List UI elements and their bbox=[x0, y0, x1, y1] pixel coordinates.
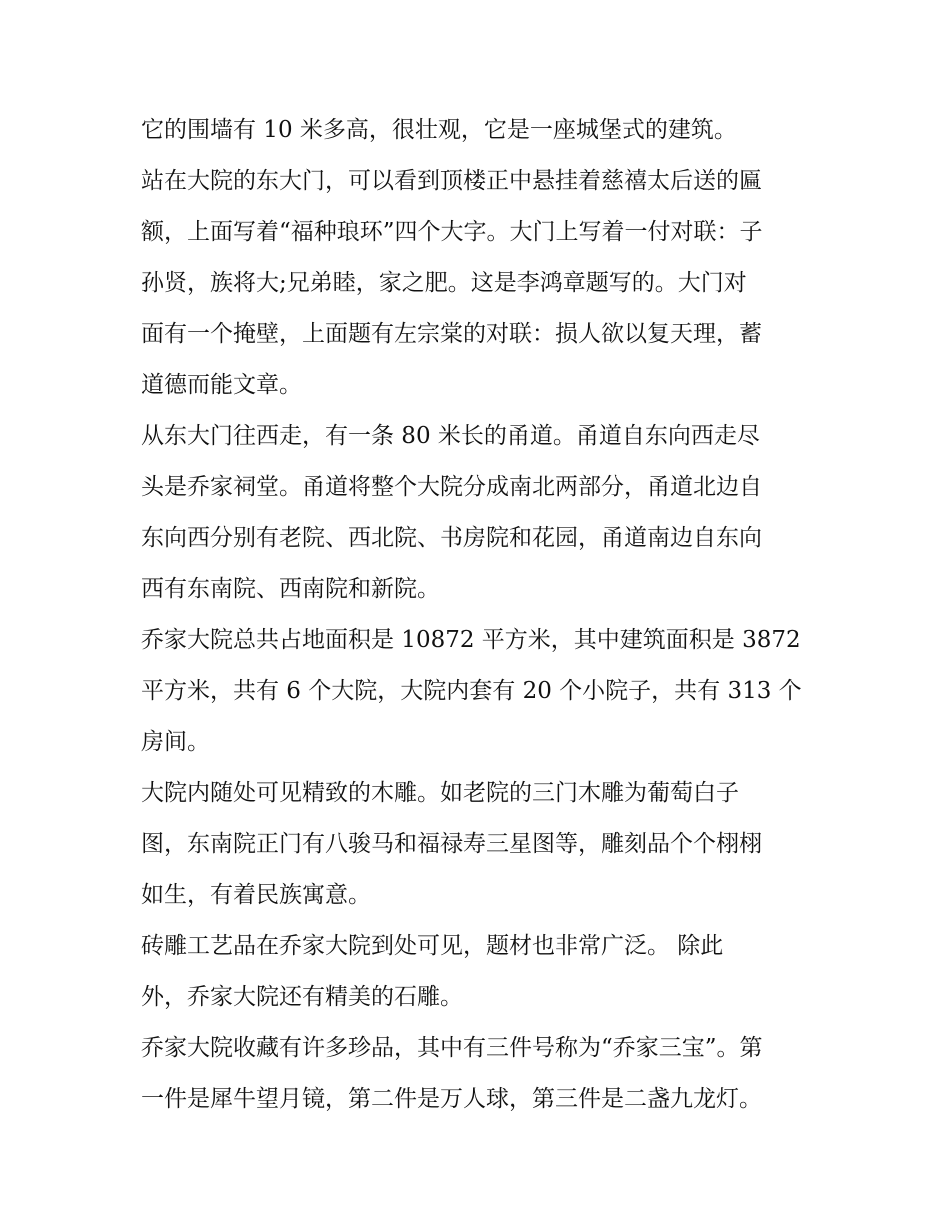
text-line: 站在大院的东大门，可以看到顶楼正中悬挂着慈禧太后送的匾 bbox=[141, 168, 762, 194]
paragraph-4 bbox=[141, 618, 813, 771]
text-line: 平方米，共有 6 个大院，大院内套有 20 个小院子，共有 313 个 bbox=[141, 678, 802, 704]
paragraph-6 bbox=[141, 924, 813, 1026]
text-line: 乔家大院总共占地面积是 10872 平方米，其中建筑面积是 3872 bbox=[141, 627, 801, 653]
text-line: 大院内随处可见精致的木雕。如老院的三门木雕为葡萄白子 bbox=[141, 780, 739, 806]
text-line: 道德而能文章。 bbox=[141, 372, 302, 398]
paragraph-5 bbox=[141, 771, 813, 924]
paragraph-1 bbox=[141, 108, 813, 159]
text-line: 图，东南院正门有八骏马和福禄寿三星图等，雕刻品个个栩栩 bbox=[141, 831, 762, 857]
text-line: 一件是犀牛望月镜，第二件是万人球，第三件是二盏九龙灯。 bbox=[141, 1086, 762, 1112]
text-line: 它的围墙有 10 米多高，很壮观，它是一座城堡式的建筑。 bbox=[141, 117, 737, 143]
paragraph-2 bbox=[141, 159, 813, 414]
text-line: 房间。 bbox=[141, 729, 210, 755]
document-body bbox=[141, 108, 813, 1128]
text-line: 东向西分别有老院、西北院、书房院和花园，甬道南边自东向 bbox=[141, 525, 762, 551]
text-line: 西有东南院、西南院和新院。 bbox=[141, 576, 440, 602]
text-line: 从东大门往西走，有一条 80 米长的甬道。甬道自东向西走尽 bbox=[141, 423, 760, 449]
text-line: 孙贤，族将大;兄弟睦，家之肥。这是李鸿章题写的。大门对 bbox=[141, 270, 747, 296]
text-line: 额，上面写着“福种琅环”四个大字。大门上写着一付对联：子 bbox=[141, 219, 763, 245]
paragraph-7 bbox=[141, 1026, 813, 1128]
text-line: 乔家大院收藏有许多珍品，其中有三件号称为“乔家三宝”。第 bbox=[141, 1035, 763, 1061]
text-line: 头是乔家祠堂。甬道将整个大院分成南北两部分，甬道北边自 bbox=[141, 474, 762, 500]
text-line: 面有一个掩壁，上面题有左宗棠的对联：损人欲以复天理，蓄 bbox=[141, 321, 762, 347]
paragraph-3 bbox=[141, 414, 813, 618]
text-line: 如生，有着民族寓意。 bbox=[141, 882, 371, 908]
text-line: 砖雕工艺品在乔家大院到处可见，题材也非常广泛。 除此 bbox=[141, 933, 724, 959]
text-line: 外，乔家大院还有精美的石雕。 bbox=[141, 984, 463, 1010]
